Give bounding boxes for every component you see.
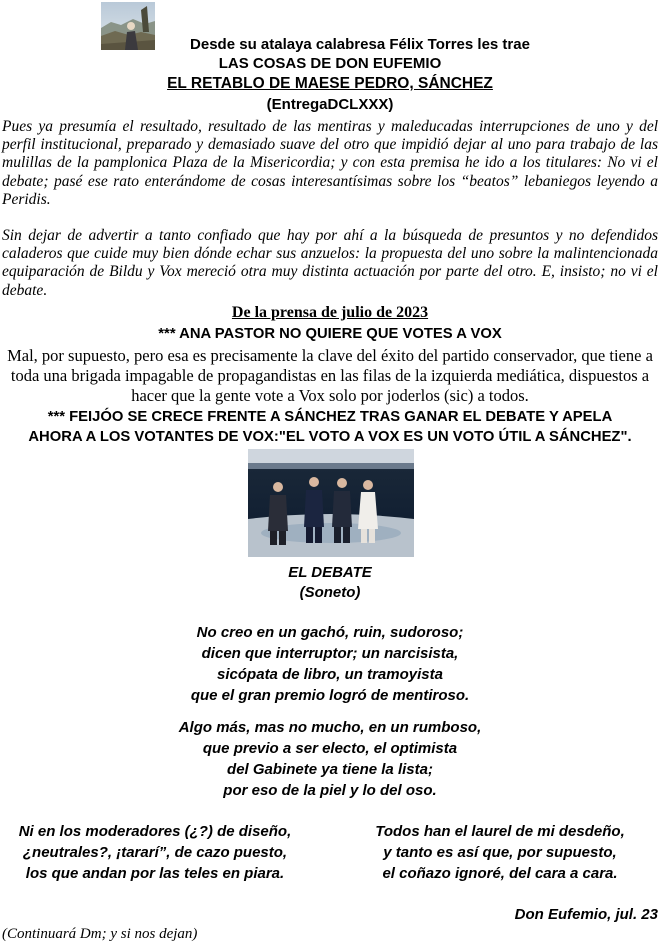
poem-subtitle: (Soneto) bbox=[299, 584, 361, 601]
stanza-1-line-3: sicópata de libro, un tramoyista bbox=[217, 666, 443, 683]
news-text-1: Mal, por supuesto, pero esa es precisamente la clave del éxito del partido conservador, que tiene a toda una brigada impagable de propagandistas en las filas de la izquierda mediática, dispuestos a hacer que la gente vote a Vox solo por joderlos (sic) a todos. bbox=[7, 346, 653, 405]
installment-number: (EntregaDCLXXX) bbox=[266, 96, 394, 113]
article-title: EL RETABLO DE MAESE PEDRO, SÁNCHEZ bbox=[167, 75, 493, 92]
stanza-4-line-1: Todos han el laurel de mi desdeño, bbox=[375, 823, 625, 840]
intro-paragraph-2: Sin dejar de advertir a tanto confiado que hay por ahí a la búsqueda de presuntos y no defendidos caladeros que cuide muy bien dónde echar sus anzuelos: la propuesta del uno sobre la malintencionada equiparación de Bildu y Vox mereció otra muy distinta actuación por parte del otro. E, insisto; no vi el debate. bbox=[2, 227, 658, 299]
stanza-3-line-2: ¿neutrales?, ¡tararí”, de cazo puesto, bbox=[22, 844, 288, 861]
signature: Don Eufemio, jul. 23 bbox=[514, 906, 658, 923]
debate-photo bbox=[248, 449, 414, 557]
stanza-2-line-4: por eso de la piel y lo del oso. bbox=[223, 782, 437, 799]
headline-2: *** FEIJÓO SE CRECE FRENTE A SÁNCHEZ TRAS GANAR EL DEBATE Y APELA bbox=[47, 409, 613, 425]
poem-title: EL DEBATE bbox=[288, 564, 372, 581]
stanza-3-line-1: Ni en los moderadores (¿?) de diseño, bbox=[18, 823, 292, 840]
stanza-2-line-1: Algo más, mas no mucho, en un rumboso, bbox=[178, 719, 482, 736]
poem-stanza-3 bbox=[0, 821, 310, 884]
headline-2-continued: AHORA A LOS VOTANTES DE VOX:"EL VOTO A VOX ES UN VOTO ÚTIL A SÁNCHEZ". bbox=[28, 429, 632, 445]
stanza-2-line-3: del Gabinete ya tiene la lista; bbox=[227, 761, 433, 778]
poem-stanza-4 bbox=[340, 821, 660, 884]
series-title: LAS COSAS DE DON EUFEMIO bbox=[218, 55, 442, 72]
intro-paragraph-1: Pues ya presumía el resultado, resultado de las mentiras y maleducadas interrupciones de uno y del perfil institucional, preparado y demasiado suave del otro que impidió dejar al uno para trabajo de las mulillas de la pamplonica Plaza de la Misericordia; y con esta premisa he ido a los titulares: No vi el debate; pasé ese rato enterándome de cosas interesantísimas sobre los “beatos” lebaniegos leyendo a Peridis. bbox=[2, 118, 658, 208]
poem-stanza-2 bbox=[0, 717, 660, 801]
poem-stanza-1 bbox=[0, 622, 660, 706]
stanza-3-line-3: los que andan por las teles en piara. bbox=[25, 865, 285, 882]
stanza-1-line-2: dicen que interruptor; un narcisista, bbox=[201, 645, 459, 662]
press-section-title: De la prensa de julio de 2023 bbox=[231, 304, 429, 321]
stanza-1-line-4: que el gran premio logró de mentiroso. bbox=[190, 687, 470, 704]
headline-1: *** ANA PASTOR NO QUIERE QUE VOTES A VOX bbox=[158, 326, 502, 342]
stanza-2-line-2: que previo a ser electo, el optimista bbox=[202, 740, 458, 757]
footer-note: (Continuará Dm; y si nos dejan) bbox=[2, 926, 198, 942]
header-credit: Desde su atalaya calabresa Félix Torres les trae bbox=[190, 36, 530, 53]
stanza-4-line-3: el coñazo ignoré, del cara a cara. bbox=[382, 865, 618, 882]
stanza-1-line-1: No creo en un gachó, ruin, sudoroso; bbox=[196, 624, 464, 641]
stanza-4-line-2: y tanto es así que, por supuesto, bbox=[383, 844, 617, 861]
